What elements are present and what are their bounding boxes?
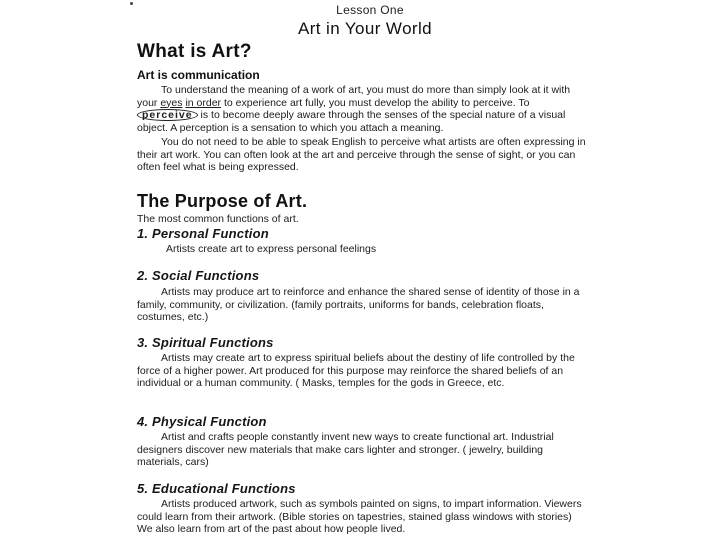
- para1-in-order: in order: [185, 96, 222, 109]
- lesson-title: Art in Your World: [297, 19, 433, 38]
- function-heading-social: 2. Social Functions: [137, 268, 260, 283]
- lesson-label: Lesson One: [336, 3, 404, 17]
- paragraph-english: You do not need to be able to speak English to perceive what artists are often expressing in their art work. You can often look at the art and perceive through the sense of sight, or you can often feel what is being expressed.: [137, 136, 586, 174]
- function-text-personal: Artists create art to express personal feelings: [166, 243, 377, 255]
- function-heading-spiritual: 3. Spiritual Functions: [137, 335, 274, 350]
- para1-text-c: is to become deeply aware through the senses of the special nature of a visual object. A perception is a sensation to which you attach a meaning.: [137, 109, 566, 134]
- function-text-physical: Artist and crafts people constantly invent new ways to create functional art. Industrial designers discover new materials that make cars lighter and stronger. ( jewelry, building materials, cars): [137, 431, 554, 469]
- function-heading-educational: 5. Educational Functions: [137, 481, 296, 496]
- section-title-purpose: The Purpose of Art.: [137, 191, 308, 211]
- para1-eyes: eyes: [160, 96, 183, 109]
- paragraph-understanding: [137, 84, 587, 134]
- perceive-circled-word: perceive: [137, 109, 198, 121]
- function-text-social: Artists may produce art to reinforce and enhance the shared sense of identity of those in a family, community, or civilization. (family portraits, uniforms for bands, celebration floats, costumes, etc.): [137, 286, 580, 324]
- function-text-spiritual: Artists may create art to express spiritual beliefs about the destiny of life controlled by the force of a higher power. Art produced for this purpose may reinforce the shared beliefs of an individual or a human community. ( Masks, temples for the gods in Greece, etc.: [137, 352, 575, 390]
- para1-text-a: To understand the meaning of a work of art, you must do more than simply look at it with your: [137, 84, 571, 109]
- section-subtitle-communication: Art is communication: [137, 68, 260, 82]
- section-title-what-is-art: What is Art?: [137, 41, 252, 62]
- function-heading-personal: 1. Personal Function: [137, 226, 269, 241]
- function-heading-physical: 4. Physical Function: [137, 414, 267, 429]
- function-text-educational: Artists produced artwork, such as symbols painted on signs, to impart information. Viewers could learn from their artwork. (Bible stories on tapestries, stained glass windows with stories) We also learn from art of the past about how people lived.: [137, 498, 582, 536]
- scan-speck: [130, 2, 133, 5]
- para1-text-b: to experience art fully, you must develop the ability to perceive. To: [221, 96, 530, 109]
- functions-intro: The most common functions of art.: [137, 213, 299, 225]
